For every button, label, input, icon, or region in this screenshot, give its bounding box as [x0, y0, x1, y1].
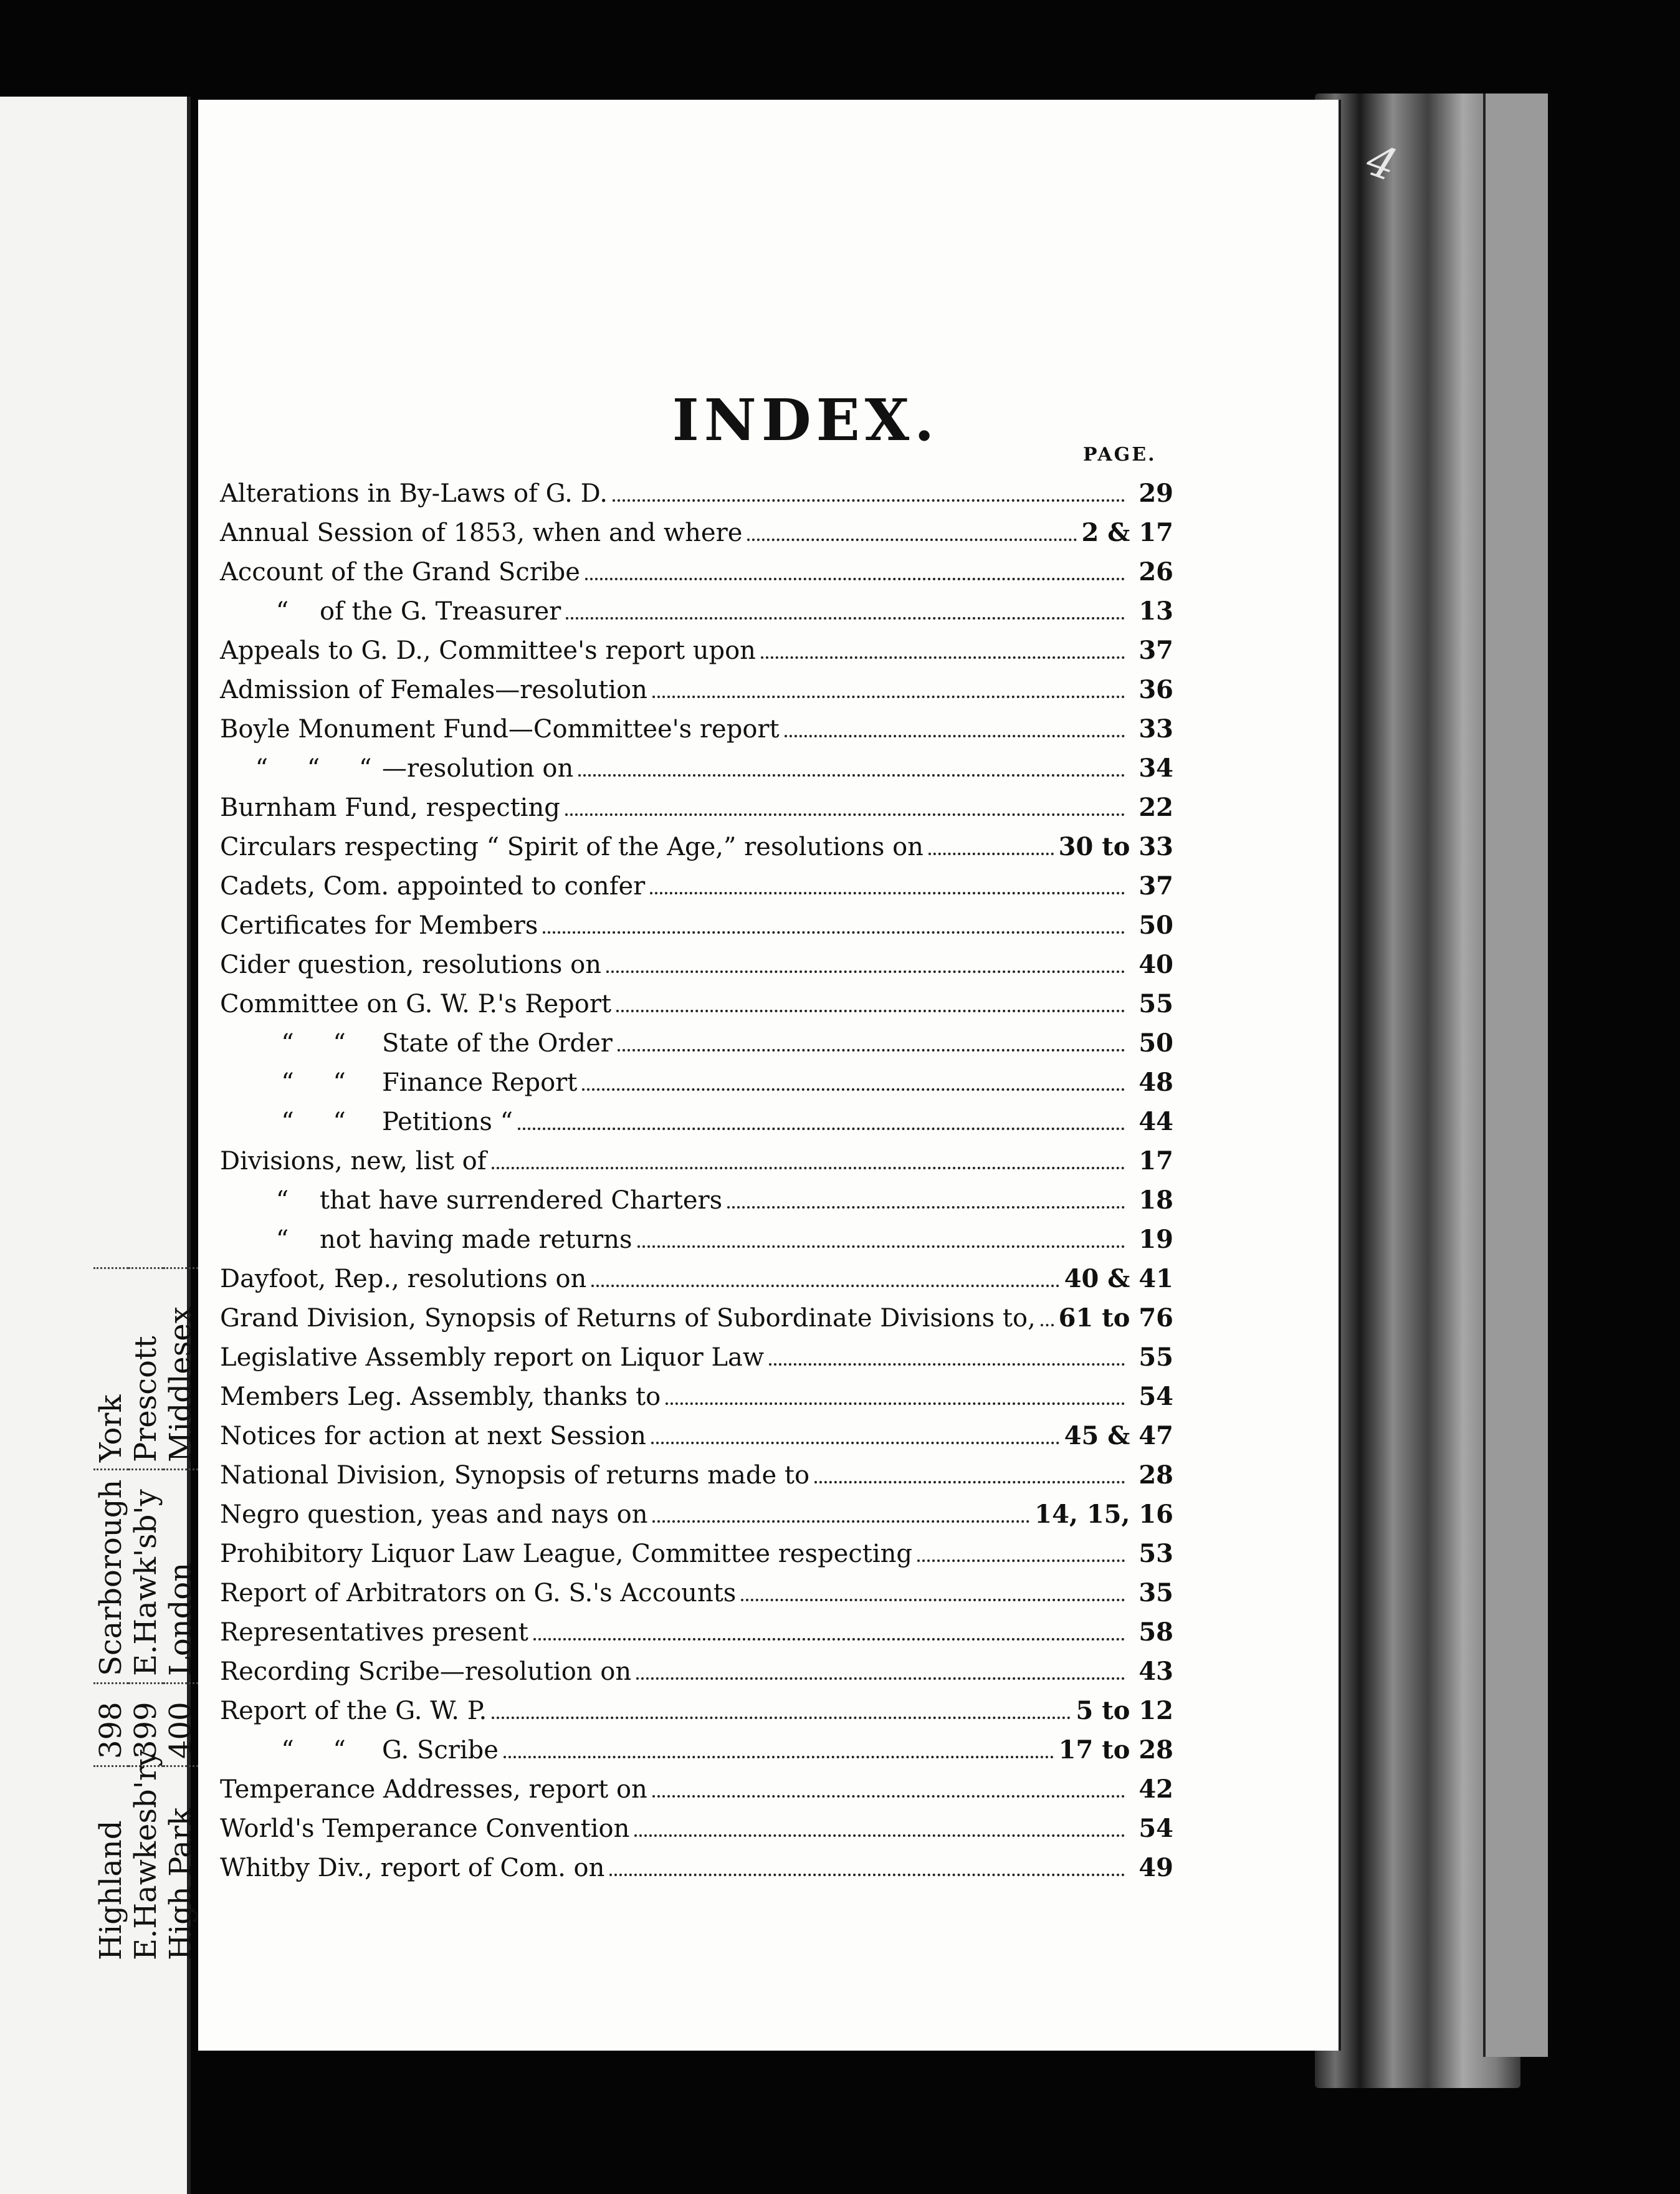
entry-page-number: 35: [1138, 1578, 1173, 1607]
entry-label: Report of the G. W. P.: [220, 1697, 487, 1725]
index-entry: [220, 1102, 1173, 1141]
entry-page-number: 42: [1138, 1775, 1173, 1804]
dot-leader: [637, 1229, 1125, 1248]
index-entry: [220, 1023, 1173, 1063]
index-entry: [220, 827, 1173, 866]
dot-leader: [543, 915, 1125, 934]
dot-leader: [651, 1425, 1059, 1444]
index-entry: [220, 788, 1173, 827]
index-entry: [220, 984, 1173, 1023]
dot-leader: [747, 522, 1076, 541]
entry-page-number: 50: [1138, 911, 1173, 940]
entry-label: Circulars respecting “ Spirit of the Age,” resolutions on: [220, 833, 924, 861]
entry-page-number: 36: [1138, 675, 1173, 704]
entry-page-number: 55: [1138, 989, 1173, 1018]
ditto-mark: “: [275, 1186, 289, 1215]
left-table-cell: York: [93, 1267, 128, 1468]
entry-label: Account of the Grand Scribe: [220, 558, 580, 587]
entry-label: Cider question, resolutions on: [220, 951, 601, 979]
dot-leader: [769, 1347, 1125, 1366]
entry-label: Report of Arbitrators on G. S.'s Accounts: [220, 1579, 737, 1607]
entry-label: Alterations in By-Laws of G. D.: [220, 479, 608, 508]
entry-label: G. Scribe: [382, 1736, 499, 1765]
entry-page-number: 13: [1138, 596, 1173, 626]
entry-page-number: 61 to 76: [1058, 1303, 1173, 1333]
entry-page-number: 17: [1138, 1146, 1173, 1176]
entry-label: Legislative Assembly report on Liquor Law: [220, 1343, 765, 1372]
dot-leader: [618, 1033, 1125, 1051]
entry-page-number: 17 to 28: [1058, 1735, 1173, 1765]
dot-leader: [591, 1268, 1059, 1287]
entry-label: Annual Session of 1853, when and where: [220, 519, 743, 547]
dot-leader: [566, 601, 1125, 620]
entry-page-number: 18: [1138, 1186, 1173, 1215]
entry-label: State of the Order: [382, 1029, 613, 1058]
entry-page-number: 45 & 47: [1064, 1421, 1173, 1450]
index-entry: [220, 1809, 1173, 1848]
index-entry: [220, 1416, 1173, 1455]
entry-page-number: 33: [1138, 714, 1173, 744]
left-table-cell: Middlesex: [163, 1267, 198, 1468]
dot-leader: [652, 1779, 1125, 1798]
entry-label: Boyle Monument Fund—Committee's report: [220, 715, 780, 744]
index-entry: [220, 906, 1173, 945]
index-entry: [220, 1612, 1173, 1652]
dot-leader: [652, 679, 1125, 698]
entry-label: Members Leg. Assembly, thanks to: [220, 1382, 661, 1411]
dot-leader: [727, 1190, 1125, 1209]
index-page: [198, 100, 1339, 2051]
rotated-table-fragment: [93, 408, 198, 1966]
ditto-mark: “ “: [281, 1029, 346, 1058]
index-entry: [220, 1691, 1173, 1730]
index-entry: [220, 1652, 1173, 1691]
index-entry: [220, 513, 1173, 552]
dot-leader: [613, 483, 1125, 502]
index-entry: [220, 1377, 1173, 1416]
left-table-row: [163, 408, 198, 1966]
dot-leader: [582, 1072, 1125, 1091]
left-table-cell: High Park: [163, 1765, 198, 1966]
dot-leader: [636, 1661, 1125, 1680]
entry-label: Finance Report: [382, 1068, 578, 1097]
entry-label: Recording Scribe—resolution on: [220, 1657, 632, 1686]
dot-leader: [928, 836, 1054, 855]
entry-page-number: 53: [1138, 1539, 1173, 1568]
index-entries: [220, 474, 1173, 1887]
entry-label: Whitby Div., report of Com. on: [220, 1854, 605, 1882]
ditto-mark: “: [275, 597, 289, 626]
entry-page-number: 28: [1138, 1460, 1173, 1490]
index-entry: [220, 1063, 1173, 1102]
index-entry: [220, 945, 1173, 984]
index-entry: [220, 1338, 1173, 1377]
entry-page-number: 44: [1138, 1107, 1173, 1136]
dot-leader: [492, 1151, 1125, 1169]
index-entry: [220, 749, 1173, 788]
facing-page-left: [0, 97, 198, 2194]
entry-label: Notices for action at next Session: [220, 1422, 646, 1450]
entry-page-number: 50: [1138, 1028, 1173, 1058]
entry-page-number: 40 & 41: [1064, 1264, 1173, 1293]
entry-label: Committee on G. W. P.'s Report: [220, 990, 612, 1018]
dot-leader: [578, 758, 1125, 777]
entry-page-number: 40: [1138, 950, 1173, 979]
entry-page-number: 2 & 17: [1081, 518, 1173, 547]
entry-label: Cadets, Com. appointed to confer: [220, 872, 646, 901]
left-table-row: [93, 408, 128, 1966]
dot-leader: [917, 1543, 1125, 1562]
entry-page-number: 49: [1138, 1853, 1173, 1882]
entry-label: that have surrendered Charters: [320, 1186, 723, 1215]
index-entry: [220, 1770, 1173, 1809]
entry-page-number: 26: [1138, 557, 1173, 587]
dot-leader: [652, 1504, 1029, 1523]
ditto-mark: “ “: [281, 1108, 346, 1136]
dot-leader: [650, 876, 1125, 894]
dot-leader: [518, 1111, 1125, 1130]
index-entry: [220, 552, 1173, 592]
entry-label: National Division, Synopsis of returns made to: [220, 1461, 810, 1490]
page-title: INDEX.: [672, 386, 940, 454]
entry-page-number: 30 to 33: [1058, 832, 1173, 861]
entry-page-number: 54: [1138, 1814, 1173, 1843]
entry-label: Representatives present: [220, 1618, 528, 1647]
entry-label: Prohibitory Liquor Law League, Committee respecting: [220, 1540, 912, 1568]
index-entry: [220, 866, 1173, 906]
entry-page-number: 55: [1138, 1343, 1173, 1372]
dot-leader: [741, 1583, 1125, 1601]
index-entry: [220, 1141, 1173, 1181]
left-table-cell: 399: [128, 1682, 163, 1765]
index-entry: [220, 670, 1173, 709]
dot-leader: [606, 954, 1125, 973]
dot-leader: [814, 1465, 1125, 1483]
entry-label: not having made returns: [320, 1225, 632, 1254]
entry-label: Dayfoot, Rep., resolutions on: [220, 1265, 587, 1293]
dot-leader: [616, 994, 1125, 1012]
entry-page-number: 48: [1138, 1068, 1173, 1097]
dot-leader: [565, 797, 1125, 816]
entry-page-number: 37: [1138, 871, 1173, 901]
index-entry: [220, 1181, 1173, 1220]
left-table-cell: E.Hawkesb'ry: [128, 1765, 163, 1966]
left-table-cell: Prescott: [128, 1267, 163, 1468]
dot-leader: [504, 1740, 1054, 1758]
page-column-header: PAGE.: [1083, 444, 1157, 466]
entry-page-number: 5 to 12: [1076, 1696, 1173, 1725]
entry-page-number: 29: [1138, 479, 1173, 508]
left-table-cell: London: [163, 1468, 198, 1682]
index-entry: [220, 1534, 1173, 1573]
dot-leader: [1041, 1308, 1054, 1326]
entry-label: World's Temperance Convention: [220, 1814, 630, 1843]
handwritten-mark: 4: [1360, 133, 1404, 192]
index-entry: [220, 1220, 1173, 1259]
entry-page-number: 43: [1138, 1657, 1173, 1686]
entry-page-number: 37: [1138, 636, 1173, 665]
entry-label: —resolution on: [382, 754, 574, 783]
entry-label: Petitions “: [382, 1108, 513, 1136]
index-entry: [220, 592, 1173, 631]
ditto-mark: “ “: [281, 1736, 346, 1765]
ditto-mark: “ “: [281, 1068, 346, 1097]
ditto-mark: “: [275, 1225, 289, 1254]
dot-leader: [761, 640, 1125, 659]
entry-label: Admission of Females—resolution: [220, 676, 647, 704]
entry-page-number: 54: [1138, 1382, 1173, 1411]
entry-label: of the G. Treasurer: [320, 597, 561, 626]
left-table-cell: Scarborough: [93, 1468, 128, 1682]
index-entry: [220, 1848, 1173, 1887]
entry-label: Burnham Fund, respecting: [220, 793, 560, 822]
entry-label: Temperance Addresses, report on: [220, 1775, 647, 1804]
index-entry: [220, 1298, 1173, 1338]
entry-page-number: 19: [1138, 1225, 1173, 1254]
index-entry: [220, 1573, 1173, 1612]
index-entry: [220, 1455, 1173, 1495]
left-table-row: [128, 408, 163, 1966]
book-cover-edge: [1483, 93, 1548, 2057]
index-entry: [220, 474, 1173, 513]
dot-leader: [533, 1622, 1125, 1641]
index-entry: [220, 709, 1173, 749]
left-table-cell: 400: [163, 1682, 198, 1765]
index-entry: [220, 1259, 1173, 1298]
entry-page-number: 34: [1138, 754, 1173, 783]
dot-leader: [609, 1857, 1125, 1876]
left-table-cell: Highland: [93, 1765, 128, 1966]
dot-leader: [492, 1700, 1071, 1719]
ditto-mark: “ “ “: [255, 754, 372, 783]
entry-label: Negro question, yeas and nays on: [220, 1500, 648, 1529]
dot-leader: [785, 719, 1125, 737]
left-table-cell: 398: [93, 1682, 128, 1765]
left-table-cell: E.Hawk'sb'y: [128, 1468, 163, 1682]
entry-page-number: 22: [1138, 793, 1173, 822]
entry-label: Appeals to G. D., Committee's report upon: [220, 636, 756, 665]
entry-label: Certificates for Members: [220, 911, 538, 940]
dot-leader: [634, 1818, 1125, 1837]
index-entry: [220, 1495, 1173, 1534]
dot-leader: [585, 562, 1125, 580]
entry-label: Grand Division, Synopsis of Returns of Subordinate Divisions to,: [220, 1304, 1036, 1333]
index-entry: [220, 631, 1173, 670]
index-entry: [220, 1730, 1173, 1770]
entry-page-number: 58: [1138, 1617, 1173, 1647]
entry-label: Divisions, new, list of: [220, 1147, 487, 1176]
entry-page-number: 14, 15, 16: [1034, 1500, 1173, 1529]
dot-leader: [666, 1386, 1125, 1405]
